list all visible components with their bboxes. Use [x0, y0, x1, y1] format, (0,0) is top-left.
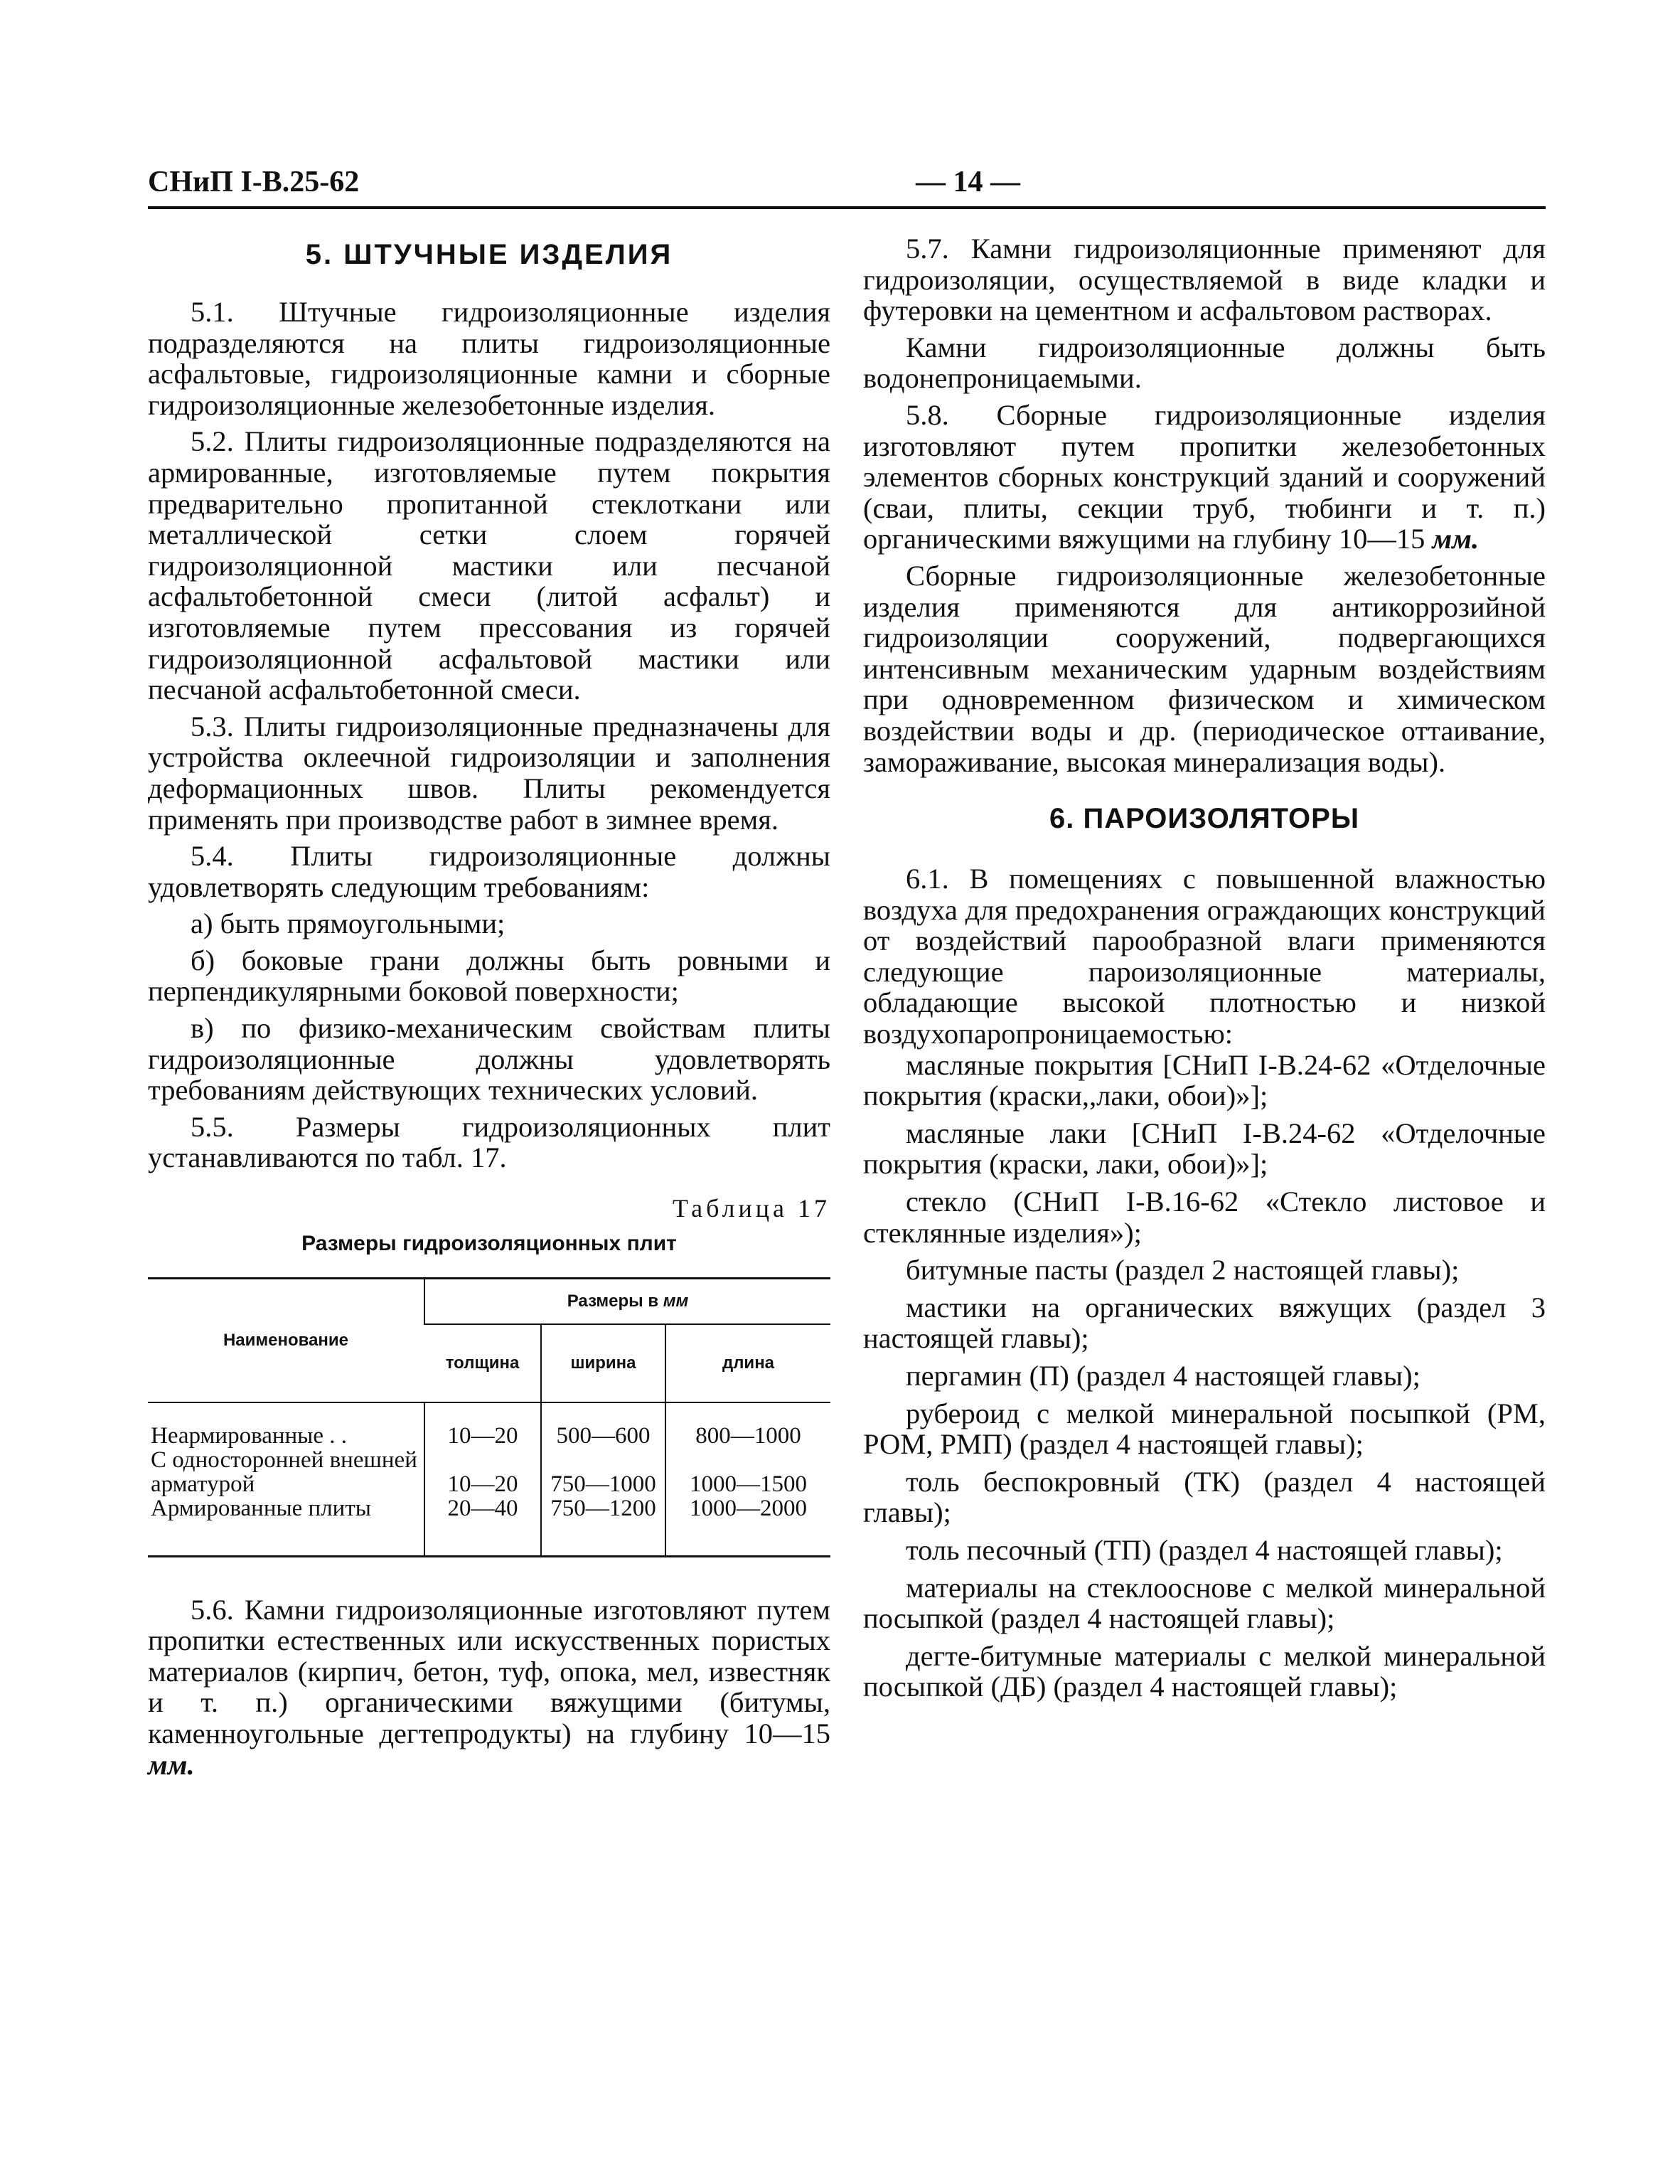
clause-text: Камни гидроизоляционные изготовляют путем пропитки естественных или искусственных пористых материалов (кирпич, бетон, туф, опока, мел, известняк и т. п.) органическими вяжущими (битумы, каменноугольные дегтепродукты) на глубину 10—15 — [148, 1593, 830, 1749]
list-item: дегте-битумные материалы с мелкой минеральной посыпкой (ДБ) (раздел 4 настоящей главы); — [863, 1639, 1546, 1703]
paragraph-5-3 — [148, 711, 830, 835]
list-item: пергамин (П) (раздел 4 настоящей главы); — [906, 1360, 1420, 1392]
page-number: — 14 — — [916, 166, 1020, 198]
table-cell-name: Армированные плиты — [151, 1496, 371, 1522]
clause-number: 5.4. — [191, 840, 234, 873]
list-item: рубероид с мелкой минеральной посыпкой (РМ, РОМ, РМП) (раздел 4 настоящей главы); — [863, 1397, 1546, 1461]
unit-label: мм. — [148, 1748, 195, 1781]
list-item: мастики на органических вяжущих (раздел 3 настоящей главы); — [863, 1291, 1546, 1355]
list-item: масляные лаки [СНиП I-В.24-62 «Отделочные покрытия (краски, лаки, обои)»]; — [863, 1117, 1546, 1181]
paragraph-5-4-b: б) боковые грани должны быть ровными и перпендикулярными боковой поверхности; — [148, 944, 830, 1008]
table-header-group — [424, 1279, 830, 1325]
list-item: битумные пасты (раздел 2 настоящей главы); — [906, 1254, 1460, 1287]
table-spacer — [148, 1520, 830, 1556]
section-6-title: 6. ПАРОИЗОЛЯТОРЫ — [1049, 803, 1359, 835]
paragraph-5-5 — [148, 1112, 830, 1173]
clause-text: Плиты гидроизоляционные должны удовлетворять следующим требованиям: — [148, 840, 830, 903]
table-header-group-label: Размеры в — [567, 1291, 659, 1311]
table-header-name: Наименование — [148, 1279, 424, 1403]
page-header — [148, 165, 1546, 209]
table-cell-thickness: 20—40 — [424, 1496, 541, 1520]
clause-text: Размеры гидроизоляционных плит устанавливаются по табл. 17. — [148, 1110, 830, 1174]
table-row — [148, 1448, 830, 1496]
clause-number: 5.6. — [191, 1593, 234, 1626]
clause-text: Сборные гидроизоляционные изделия изготовляют путем пропитки железобетонных элементов сборных конструкций зданий и сооружений (сваи, плиты, секции труб, тюбинги и т. п.) органическими вяжущими на глубину 10—15 — [863, 398, 1546, 555]
table-row — [148, 1496, 830, 1520]
document-code: СНиП I-В.25-62 — [148, 166, 360, 198]
materials-list — [863, 1050, 1546, 1703]
table-header-length: длина — [665, 1324, 830, 1402]
paragraph-5-8-b: Сборные гидроизоляционные железобетонные изделия применяются для антикоррозийной гидроизоляции сооружений, подвергающихся интенсивным механическим ударным воздействиям при одновременном физическом и химическом воздействии воды и др. (периодическое оттаивание, замораживание, высокая минерализация воды). — [863, 559, 1546, 778]
clause-text: В помещениях с повышенной влажностью воздуха для предохранения ограждающих конструкций от воздействий парообразной влаги применяются следующие пароизоляционные материалы, обладающие высокой плотностью и низкой воздухопаропроницаемостью: — [863, 863, 1546, 1050]
table-cell-name: Неармированные . . — [151, 1423, 348, 1449]
table-cell-width: 750—1000 — [541, 1448, 665, 1496]
list-item: материалы на стеклоосновe с мелкой минеральной посыпкой (раздел 4 настоящей главы); — [863, 1571, 1546, 1635]
clause-text: Плиты гидроизоляционные подразделяются на армированные, изготовляемые путем покрытия предварительно пропитанной стеклоткани или металлической сетки слоем горячей гидроизоляционной мастики или песчаной асфальтобетонной смеси (литой асфальт) и изготовляемые путем прессования из горячей гидроизоляционной асфальтовой мастики или песчаной асфальтобетонной смеси. — [148, 425, 830, 706]
left-column — [148, 233, 830, 1780]
list-item: масляные покрытия [СНиП I-В.24-62 «Отделочные покрытия (краски,,лаки, обои)»]; — [863, 1048, 1546, 1112]
table-cell-name: С односторонней внешней арматурой — [151, 1447, 417, 1498]
table-title: Размеры гидроизоляционных плит — [301, 1232, 677, 1256]
paragraph-6-1 — [863, 863, 1546, 1050]
list-item: стекло (СНиП I-В.16-62 «Стекло листовое и стеклянные изделия»); — [863, 1186, 1546, 1249]
paragraph-5-4-c: в) по физико-механическим свойствам плиты гидроизоляционные должны удовлетворять требованиям действующих технических условий. — [148, 1012, 830, 1107]
table-cell-thickness: 10—20 — [424, 1424, 541, 1448]
paragraph-5-4-a: а) быть прямоугольными; — [191, 907, 505, 940]
table-caption: Таблица 17 — [673, 1194, 830, 1223]
paragraph-5-4 — [148, 841, 830, 902]
clause-text: Штучные гидроизоляционные изделия подразделяются на плиты гидроизоляционные асфальтовые, гидроизоляционные камни и сборные гидроизоляционные железобетонные изделия. — [148, 296, 830, 421]
section-5-title: 5. ШТУЧНЫЕ ИЗДЕЛИЯ — [305, 239, 673, 270]
paragraph-5-7 — [863, 233, 1546, 326]
paragraph-5-8 — [863, 400, 1546, 555]
table-header-thickness: толщина — [424, 1324, 541, 1402]
clause-text: Камни гидроизоляционные применяют для гидроизоляции, осуществляемой в виде кладки и футеровки на цементном и асфальтовом растворах. — [863, 233, 1546, 327]
clause-number: 5.8. — [906, 398, 949, 431]
table-header-width: ширина — [541, 1324, 665, 1402]
table-cell-length: 800—1000 — [665, 1424, 830, 1448]
clause-number: 5.3. — [191, 710, 234, 742]
clause-number: 5.5. — [191, 1110, 234, 1143]
clause-number: 5.1. — [191, 296, 234, 328]
table-cell-width: 750—1200 — [541, 1496, 665, 1520]
table-row — [148, 1424, 830, 1448]
table-cell-length: 1000—1500 — [665, 1448, 830, 1496]
unit-label: мм. — [1432, 523, 1480, 555]
clause-text: Плиты гидроизоляционные предназначены для устройства оклеечной гидроизоляции и заполнения деформационных швов. Плиты рекомендуется применять при производстве работ в зимнее время. — [148, 710, 830, 836]
paragraph-5-6 — [148, 1594, 830, 1781]
right-column — [863, 233, 1546, 1709]
dimensions-table — [148, 1277, 830, 1557]
table-cell-thickness: 10—20 — [424, 1448, 541, 1496]
table-header-unit: мм — [663, 1291, 689, 1311]
paragraph-5-2 — [148, 426, 830, 705]
clause-number: 6.1. — [906, 863, 949, 895]
table-cell-length: 1000—2000 — [665, 1496, 830, 1520]
clause-number: 5.2. — [191, 425, 234, 458]
list-item: толь песочный (ТП) (раздел 4 настоящей главы); — [906, 1533, 1503, 1566]
clause-number: 5.7. — [906, 233, 949, 265]
table-spacer — [148, 1402, 830, 1424]
table-cell-width: 500—600 — [541, 1424, 665, 1448]
paragraph-5-1 — [148, 297, 830, 420]
paragraph-5-7-b: Камни гидроизоляционные должны быть водонепроницаемыми. — [863, 331, 1546, 395]
list-item: толь беспокровный (ТК) (раздел 4 настоящей главы); — [863, 1465, 1546, 1529]
